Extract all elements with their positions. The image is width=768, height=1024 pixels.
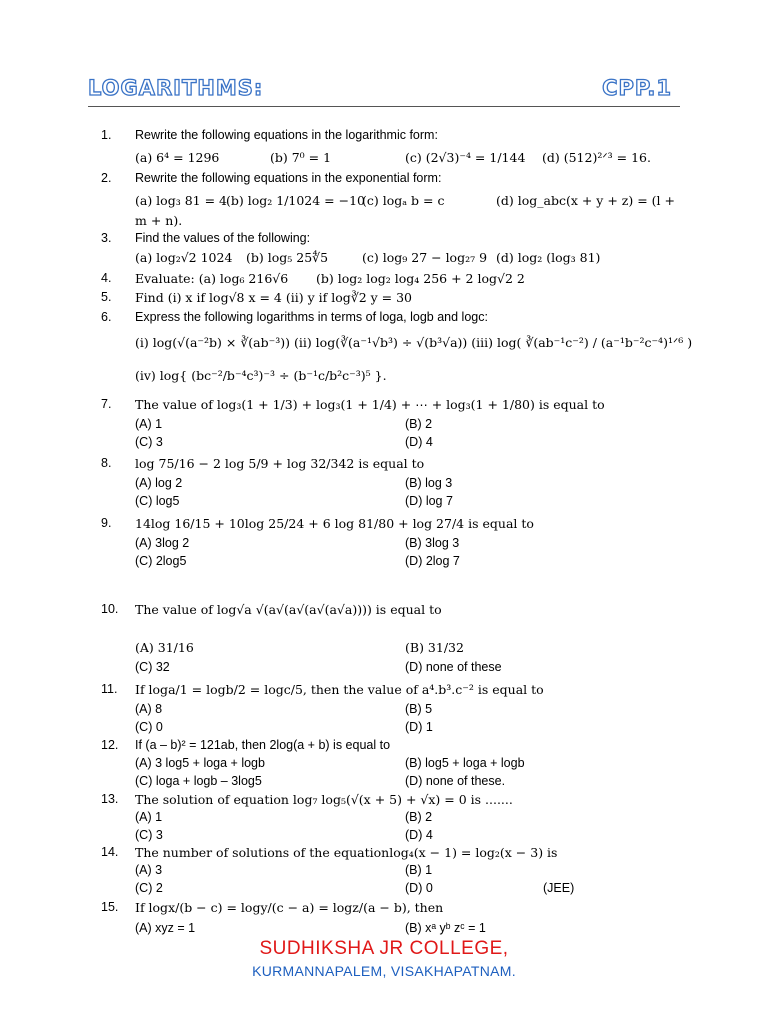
- part-d: (d) log₂ (log₃ 81): [496, 250, 601, 265]
- question-number: 3.: [101, 231, 112, 245]
- option-d: (D) 0: [405, 881, 433, 895]
- question-stem: Express the following logarithms in terms of loga, logb and logc:: [135, 310, 488, 324]
- option-d: (D) none of these: [405, 660, 502, 674]
- option-c: (C) 2: [135, 881, 163, 895]
- part-b: (b) log₅ 25∜5: [246, 250, 329, 265]
- option-b: (B) log 3: [405, 476, 453, 490]
- question-stem: log 75/16 − 2 log 5/9 + log 32/342 is equal to: [135, 456, 425, 471]
- option-d: (D) none of these.: [405, 774, 506, 788]
- question-number: 11.: [101, 682, 118, 696]
- question-number: 1.: [101, 128, 112, 142]
- question-stem: Find the values of the following:: [135, 231, 311, 245]
- college-name: SUDHIKSHA JR COLLEGE,: [259, 938, 509, 959]
- expression-line: (i) log(√(a⁻²b) × ∛(ab⁻³)) (ii) log(∛(a⁻¹√b³) ÷ √(b³√a)) (iii) log( ∛(ab⁻¹c⁻²) / (a⁻¹b⁻²c⁻⁴)¹ᐟ⁶ ): [135, 335, 693, 350]
- option-b: (B) 5: [405, 702, 433, 716]
- option-a: (A) 8: [135, 702, 163, 716]
- option-b: (B) 3log 3: [405, 536, 460, 550]
- option-c: (C) 3: [135, 435, 163, 449]
- question-number: 14.: [101, 845, 119, 859]
- header-rule: [88, 106, 680, 107]
- part-b: (b) 7⁰ = 1: [270, 150, 332, 165]
- option-a: (A) xyz = 1: [135, 921, 196, 935]
- college-location: KURMANNAPALEM, VISAKHAPATNAM.: [252, 963, 516, 979]
- question-stem: Evaluate: (a) log₆ 216√6: [135, 271, 289, 286]
- question-stem: If (a – b)² = 121ab, then 2log(a + b) is equal to: [135, 738, 391, 752]
- question-stem: 14log 16/15 + 10log 25/24 + 6 log 81/80 + log 27/4 is equal to: [135, 516, 534, 531]
- option-b: (B) 2: [405, 810, 433, 824]
- option-d: (D) 4: [405, 828, 433, 842]
- option-d: (D) log 7: [405, 494, 453, 508]
- part-d-continued: m + n).: [135, 213, 183, 228]
- question-number: 15.: [101, 900, 119, 914]
- part-a: (a) log₂√2 1024: [135, 250, 233, 265]
- question-number: 13.: [101, 792, 119, 806]
- part-d: (d) log_abc(x + y + z) = (l +: [496, 193, 675, 208]
- question-stem: Rewrite the following equations in the logarithmic form:: [135, 128, 438, 142]
- option-a: (A) log 2: [135, 476, 183, 490]
- page-title: LOGARITHMS:: [88, 76, 264, 100]
- question-number: 5.: [101, 290, 112, 304]
- expression-line: (iv) log{ (bc⁻²/b⁻⁴c³)⁻³ ÷ (b⁻¹c/b²c⁻³)⁵ }.: [135, 368, 387, 383]
- question-number: 8.: [101, 456, 112, 470]
- option-d: (D) 1: [405, 720, 433, 734]
- option-a: (A) 3 log5 + loga + logb: [135, 756, 265, 770]
- part-a: (a) log₃ 81 = 4: [135, 193, 227, 208]
- question-stem: Find (i) x if log√8 x = 4 (ii) y if log∛2 y = 30: [135, 290, 413, 305]
- exam-tag: (JEE): [543, 881, 575, 895]
- option-b: (B) xᵃ yᵇ zᶜ = 1: [405, 921, 486, 935]
- question-number: 10.: [101, 602, 119, 616]
- option-a: (A) 3log 2: [135, 536, 190, 550]
- part-b: (b) log₂ 1/1024 = −10: [226, 193, 366, 208]
- option-c: (C) log5: [135, 494, 180, 508]
- question-number: 12.: [101, 738, 119, 752]
- part-c: (c) logₐ b = c: [362, 193, 445, 208]
- question-stem: If logx/(b − c) = logy/(c − a) = logz/(a − b), then: [135, 900, 444, 915]
- part-d: (d) (512)²ᐟ³ = 16.: [542, 150, 651, 165]
- option-b: (B) 1: [405, 863, 433, 877]
- sheet-code: CPP.1: [602, 76, 672, 100]
- option-d: (D) 4: [405, 435, 433, 449]
- question-number: 7.: [101, 397, 112, 411]
- option-c: (C) 0: [135, 720, 163, 734]
- option-c: (C) 3: [135, 828, 163, 842]
- part-a: (a) 6⁴ = 1296: [135, 150, 220, 165]
- option-a: (A) 3: [135, 863, 163, 877]
- question-stem: The value of log₃(1 + 1/3) + log₃(1 + 1/4) + ⋯ + log₃(1 + 1/80) is equal to: [135, 397, 605, 412]
- question-stem: Rewrite the following equations in the exponential form:: [135, 171, 442, 185]
- question-number: 6.: [101, 310, 112, 324]
- option-b: (B) 31/32: [405, 640, 464, 655]
- question-stem: The value of log√a √(a√(a√(a√(a√a)))) is equal to: [135, 602, 442, 617]
- question-number: 2.: [101, 171, 112, 185]
- question-stem: The number of solutions of the equationlog₄(x − 1) = log₂(x − 3) is: [135, 845, 558, 860]
- option-b: (B) log5 + loga + logb: [405, 756, 525, 770]
- option-c: (C) 2log5: [135, 554, 187, 568]
- part-c: (c) (2√3)⁻⁴ = 1/144: [405, 150, 526, 165]
- question-stem: If loga/1 = logb/2 = logc/5, then the value of a⁴.b³.c⁻² is equal to: [135, 682, 544, 697]
- option-a: (A) 1: [135, 417, 163, 431]
- option-c: (C) loga + logb – 3log5: [135, 774, 262, 788]
- question-number: 4.: [101, 271, 112, 285]
- part-c: (c) log₉ 27 − log₂₇ 9: [362, 250, 488, 265]
- part-b: (b) log₂ log₂ log₄ 256 + 2 log√2 2: [316, 271, 525, 286]
- question-stem: The solution of equation log₇ log₅(√(x + 5) + √x) = 0 is .......: [135, 792, 513, 807]
- option-a: (A) 1: [135, 810, 163, 824]
- option-a: (A) 31/16: [135, 640, 194, 655]
- option-d: (D) 2log 7: [405, 554, 460, 568]
- question-number: 9.: [101, 516, 112, 530]
- option-c: (C) 32: [135, 660, 170, 674]
- option-b: (B) 2: [405, 417, 433, 431]
